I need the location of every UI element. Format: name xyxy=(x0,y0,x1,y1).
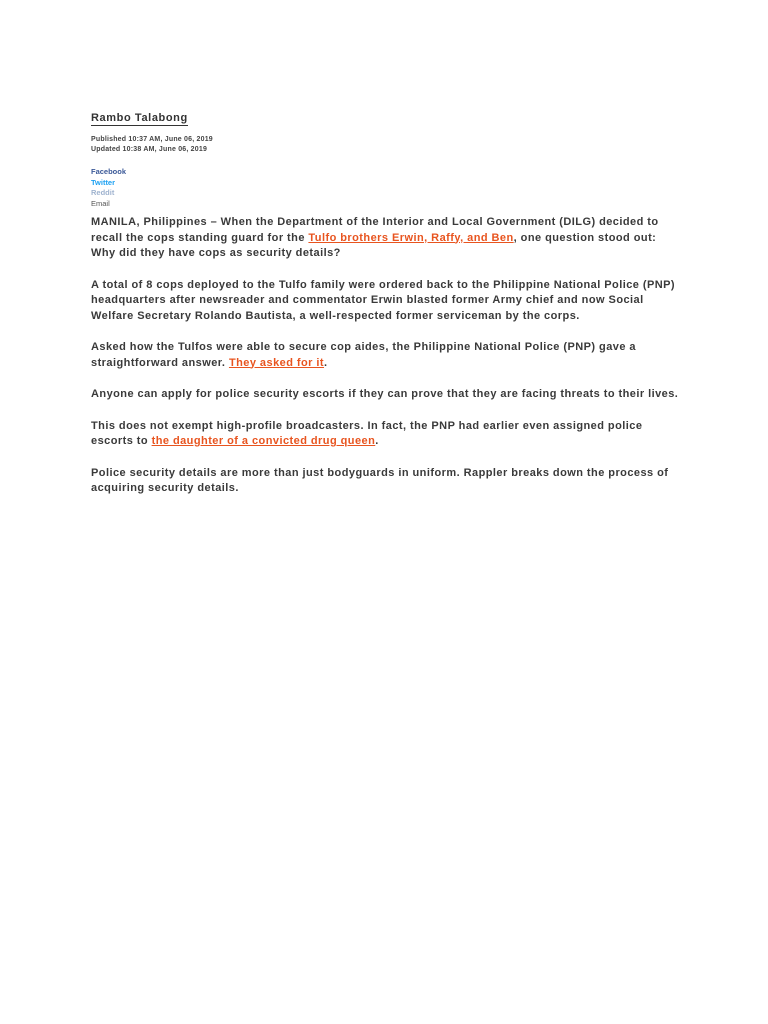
paragraph-6: Police security details are more than just bodyguards in uniform. Rappler breaks down the process of acquiring security details. xyxy=(91,466,669,494)
paragraph-3-text-b: . xyxy=(324,356,328,369)
paragraph-3 xyxy=(91,340,681,371)
tulfo-brothers-link[interactable]: Tulfo brothers Erwin, Raffy, and Ben xyxy=(308,231,514,244)
paragraph-1-text-a: MANILA, Philippines – When the Department of the Interior and Local Government (DILG) decided to recall the cops standing guard for the xyxy=(91,216,659,244)
share-email-link[interactable]: Email xyxy=(91,198,110,208)
paragraph-5 xyxy=(91,419,681,450)
author-link[interactable]: Rambo Talabong xyxy=(91,112,188,124)
share-facebook-link[interactable]: Facebook xyxy=(91,167,127,176)
paragraph-4: Anyone can apply for police security escorts if they can prove that they are facing threats to their lives. xyxy=(91,388,679,400)
share-reddit-link[interactable]: Reddit xyxy=(91,188,115,197)
byline xyxy=(91,108,681,126)
paragraph-2: A total of 8 cops deployed to the Tulfo family were ordered back to the Philippine National Police (PNP) headquarters after newsreader and commentator Erwin blasted former Army chief and now Social Welfare Secretary Rolando Bautista, a well-respected former serviceman by the corps. xyxy=(91,278,676,322)
paragraph-1 xyxy=(91,215,681,262)
paragraph-1-text-b: , one question stood out: Why did they have cops as security details? xyxy=(91,231,657,259)
article-page xyxy=(91,108,681,513)
they-asked-for-it-link[interactable]: They asked for it xyxy=(228,356,325,369)
paragraph-3-text-a: Asked how the Tulfos were able to secure cop aides, the Philippine National Police (PNP) gave a straightforward answer. xyxy=(91,341,637,369)
share-links xyxy=(91,167,681,209)
paragraph-5-text-a: This does not exempt high-profile broadcasters. In fact, the PNP had earlier even assigned police escorts to xyxy=(91,419,643,447)
dateline xyxy=(91,135,681,155)
article-body xyxy=(91,215,681,497)
paragraph-5-text-b: . xyxy=(375,435,379,447)
published-date: Published 10:37 AM, June 06, 2019 xyxy=(91,136,213,143)
drug-queen-daughter-link[interactable]: the daughter of a convicted drug queen xyxy=(151,435,376,447)
share-twitter-link[interactable]: Twitter xyxy=(91,177,116,187)
updated-date: Updated 10:38 AM, June 06, 2019 xyxy=(91,146,208,153)
